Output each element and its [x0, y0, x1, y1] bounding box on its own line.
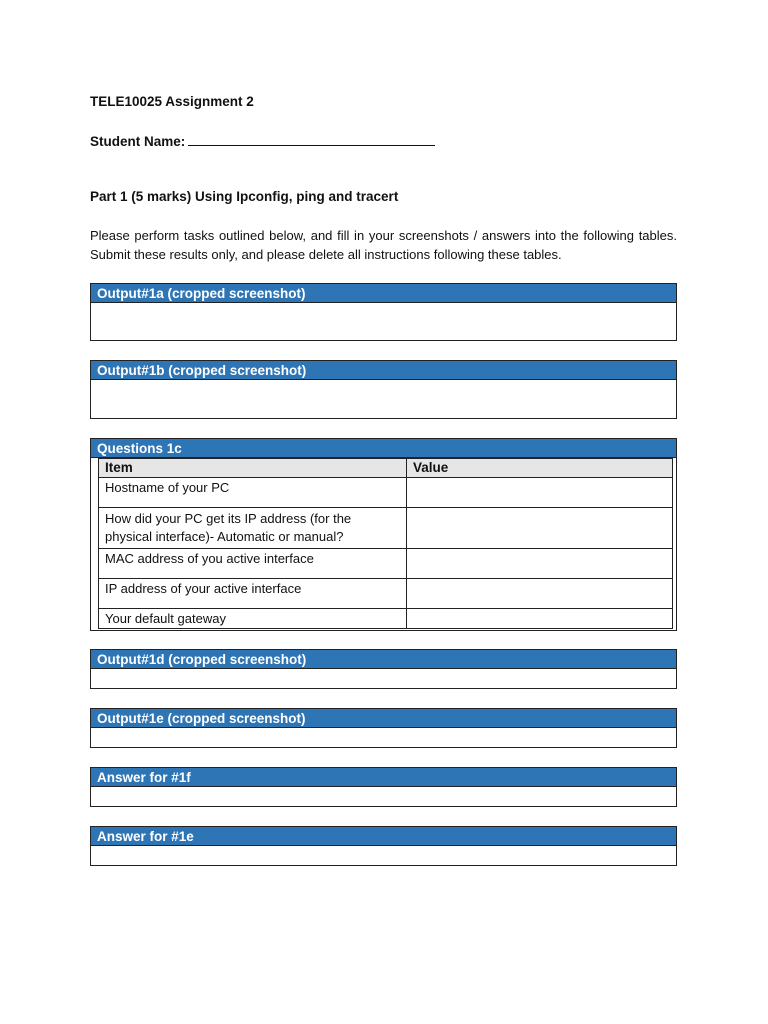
output-1a-header: Output#1a (cropped screenshot): [91, 284, 676, 303]
column-header-value: Value: [407, 459, 673, 478]
student-name-label: Student Name:: [90, 134, 186, 149]
student-name-blank[interactable]: [188, 132, 435, 146]
answer-1e-header: Answer for #1e: [91, 827, 676, 846]
student-name-line: [90, 132, 435, 149]
output-1b-box: [90, 360, 677, 419]
output-1e-box: [90, 708, 677, 748]
answer-hostname-cell[interactable]: [407, 478, 673, 508]
question-hostname: Hostname of your PC: [99, 478, 407, 508]
table-row: [99, 478, 673, 508]
answer-1e-box: [90, 826, 677, 866]
answer-1e-cell[interactable]: [91, 846, 676, 865]
question-default-gateway: Your default gateway: [99, 609, 407, 629]
output-1d-box: [90, 649, 677, 689]
answer-default-gateway-cell[interactable]: [407, 609, 673, 629]
output-1e-header: Output#1e (cropped screenshot): [91, 709, 676, 728]
answer-1f-header: Answer for #1f: [91, 768, 676, 787]
part-heading: Part 1 (5 marks) Using Ipconfig, ping and tracert: [90, 189, 399, 204]
output-1b-cell[interactable]: [91, 380, 676, 418]
table-row: [99, 508, 673, 549]
questions-table-header-row: [99, 459, 673, 478]
table-row: [99, 579, 673, 609]
question-ip-address: IP address of your active interface: [99, 579, 407, 609]
answer-1f-box: [90, 767, 677, 807]
questions-1c-box: [90, 438, 677, 631]
answer-1f-cell[interactable]: [91, 787, 676, 806]
output-1a-box: [90, 283, 677, 341]
column-header-item: Item: [99, 459, 407, 478]
output-1e-cell[interactable]: [91, 728, 676, 747]
output-1d-cell[interactable]: [91, 669, 676, 688]
table-row: [99, 609, 673, 629]
instructions-paragraph: Please perform tasks outlined below, and fill in your screenshots / answers into the following tables. Submit these results only, and please delete all instructions following these tables.: [90, 228, 677, 262]
output-1a-cell[interactable]: [91, 303, 676, 340]
question-mac-address: MAC address of you active interface: [99, 549, 407, 579]
answer-mac-address-cell[interactable]: [407, 549, 673, 579]
questions-table: [98, 458, 673, 629]
questions-1c-header: Questions 1c: [91, 439, 676, 458]
output-1b-header: Output#1b (cropped screenshot): [91, 361, 676, 380]
answer-ip-method-cell[interactable]: [407, 508, 673, 549]
table-row: [99, 549, 673, 579]
output-1d-header: Output#1d (cropped screenshot): [91, 650, 676, 669]
answer-ip-address-cell[interactable]: [407, 579, 673, 609]
document-title: TELE10025 Assignment 2: [90, 94, 254, 109]
question-ip-method: How did your PC get its IP address (for the physical interface)- Automatic or manual?: [99, 508, 407, 549]
